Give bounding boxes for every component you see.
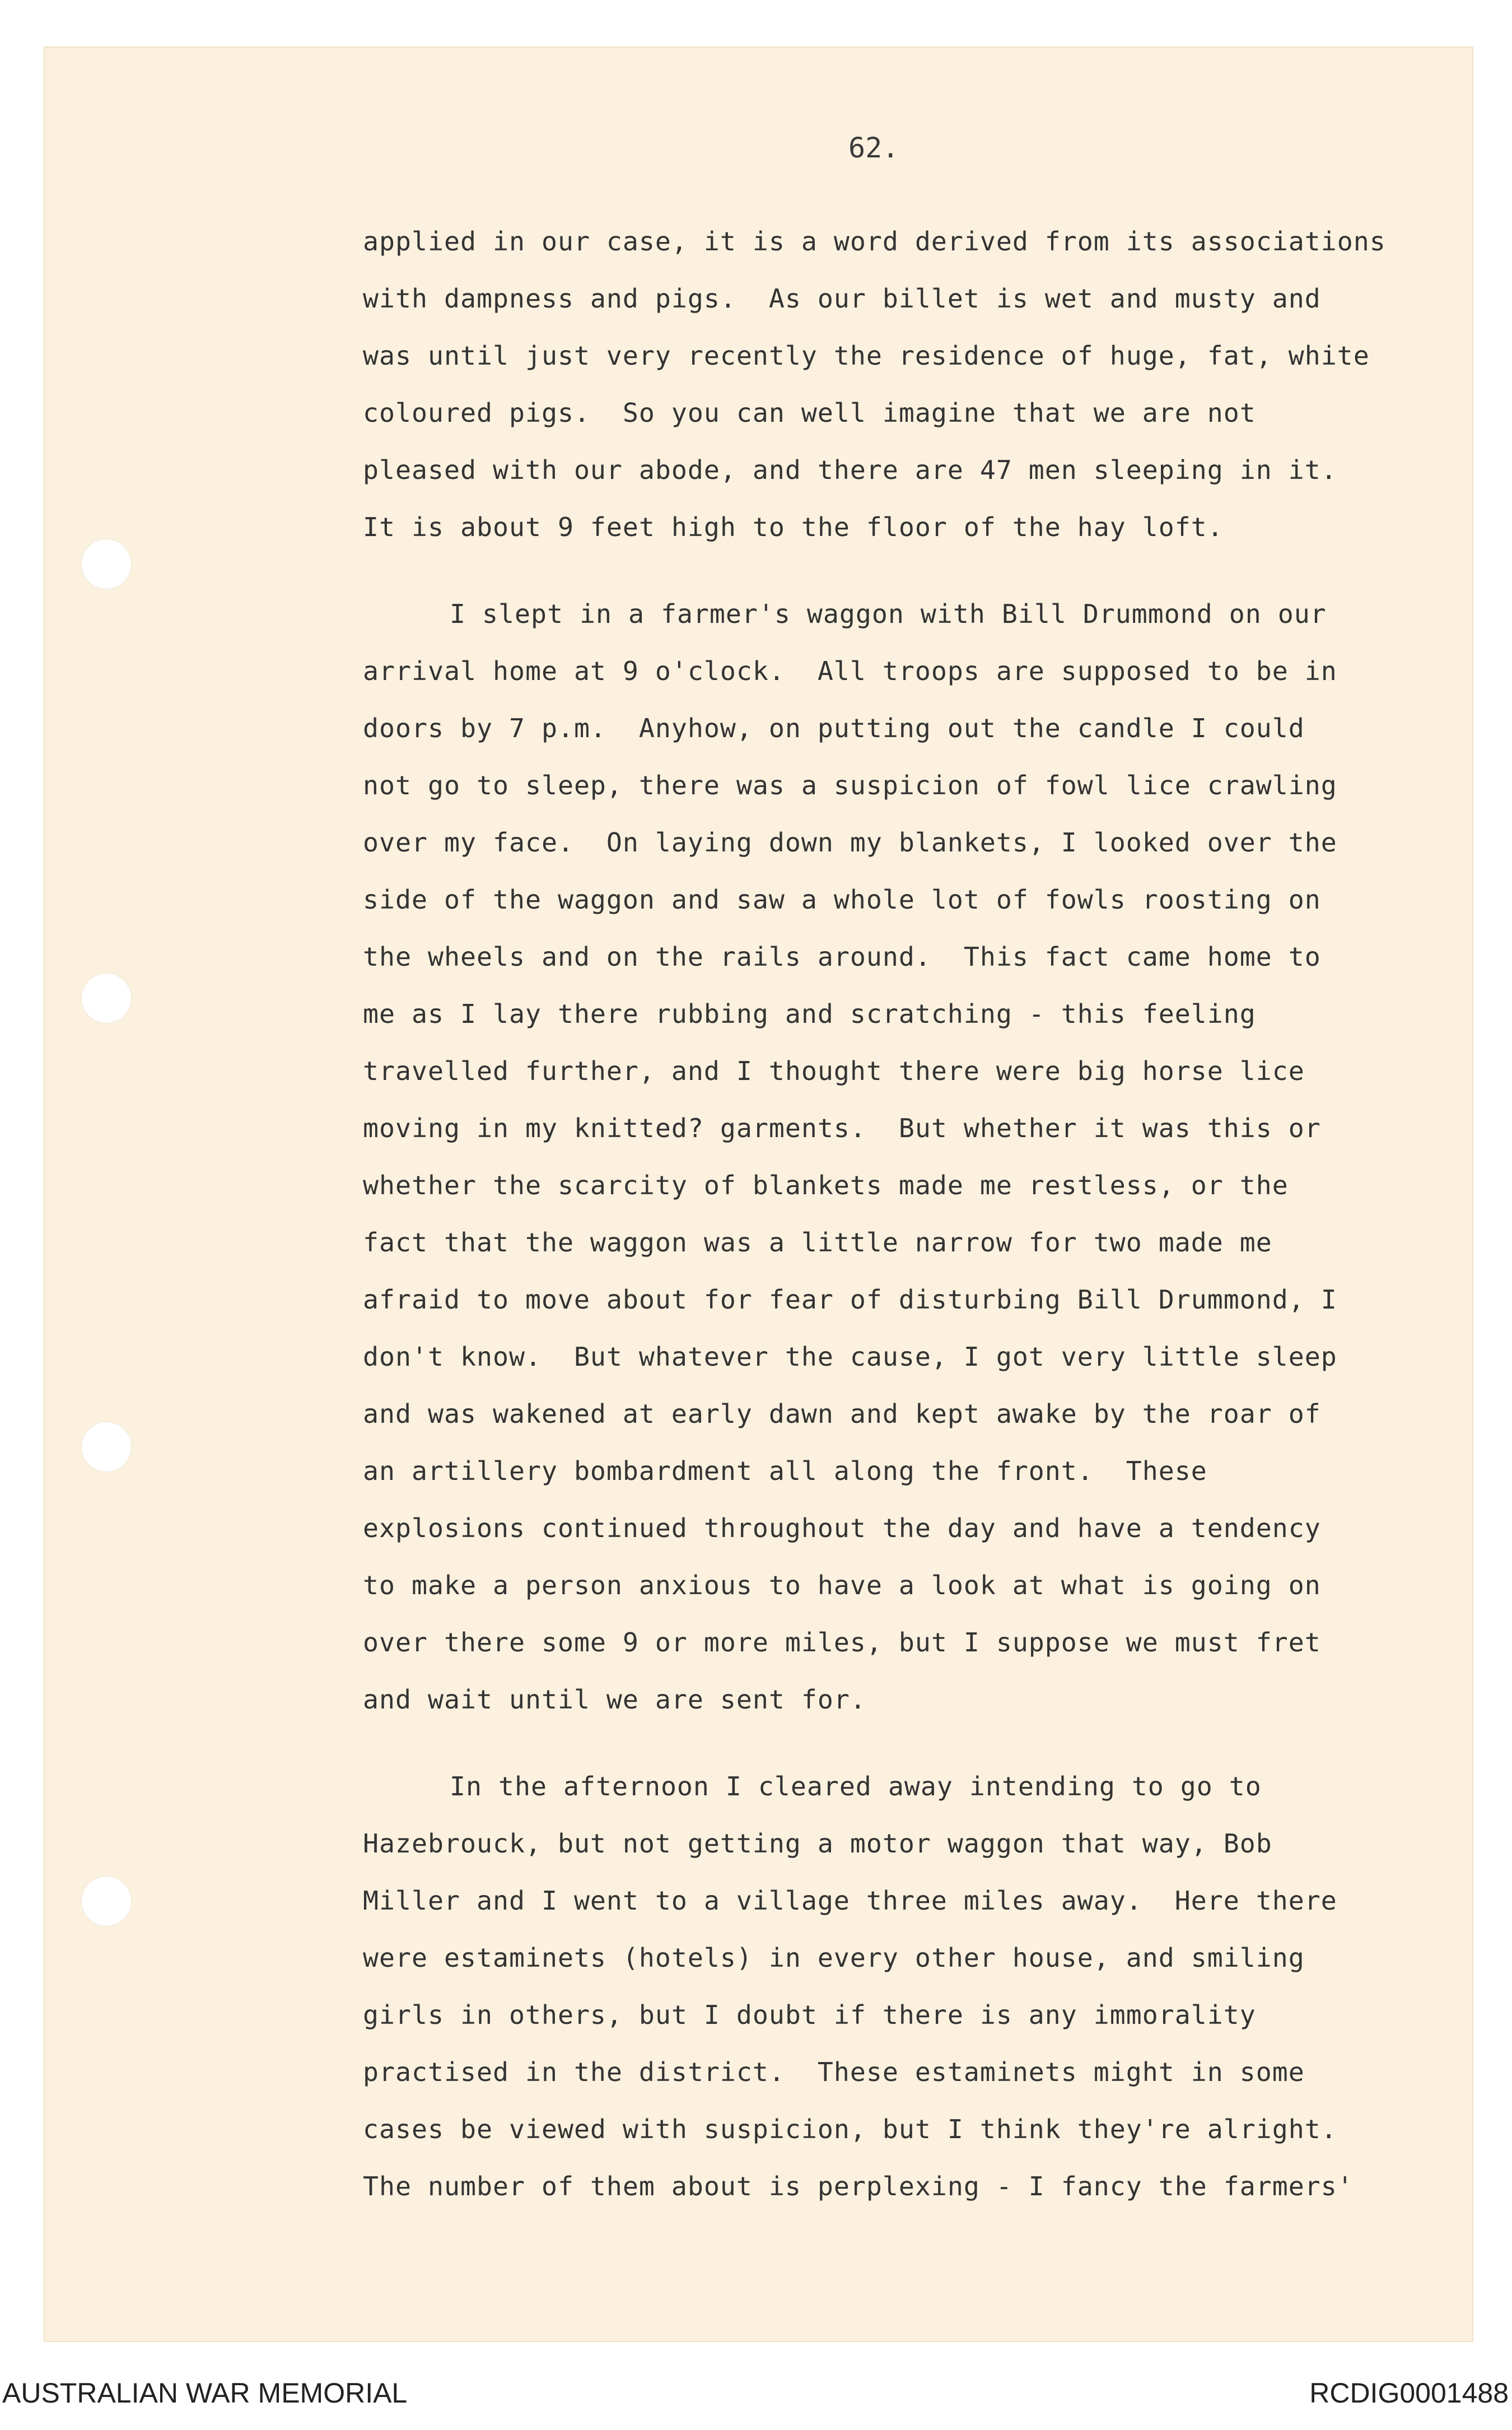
text-line: travelled further, and I thought there were big horse lice <box>363 1056 1305 1086</box>
text-line: In the afternoon I cleared away intending to go to <box>450 1771 1262 1801</box>
text-line: I slept in a farmer's waggon with Bill Drummond on our <box>450 599 1327 629</box>
body-text <box>363 213 1472 2215</box>
page-number: 62. <box>848 132 899 164</box>
paragraph <box>363 585 1472 1728</box>
text-line: arrival home at 9 o'clock. All troops are supposed to be in <box>363 656 1337 686</box>
text-line: doors by 7 p.m. Anyhow, on putting out the candle I could <box>363 713 1305 743</box>
text-line: coloured pigs. So you can well imagine that we are not <box>363 398 1256 428</box>
text-line: and was wakened at early dawn and kept awake by the roar of <box>363 1399 1321 1429</box>
text-line: Hazebrouck, but not getting a motor waggon that way, Bob <box>363 1828 1272 1859</box>
text-line: don't know. But whatever the cause, I got very little sleep <box>363 1342 1337 1372</box>
text-line: with dampness and pigs. As our billet is wet and musty and <box>363 283 1321 314</box>
paragraph <box>363 1758 1472 2215</box>
text-line: fact that the waggon was a little narrow for two made me <box>363 1227 1272 1258</box>
text-line: explosions continued throughout the day and have a tendency <box>363 1513 1321 1543</box>
text-line: side of the waggon and saw a whole lot of fowls roosting on <box>363 885 1321 915</box>
punch-hole-middle <box>82 974 131 1023</box>
text-line: pleased with our abode, and there are 47 men sleeping in it. <box>363 455 1337 485</box>
text-line: applied in our case, it is a word derived from its associations <box>363 226 1386 257</box>
text-line: was until just very recently the residence of huge, fat, white <box>363 341 1370 371</box>
text-line: to make a person anxious to have a look at what is going on <box>363 1570 1321 1600</box>
text-line: me as I lay there rubbing and scratching - this feeling <box>363 999 1256 1029</box>
archive-name: AUSTRALIAN WAR MEMORIAL <box>2 2377 408 2409</box>
text-line: the wheels and on the rails around. This fact came home to <box>363 942 1321 972</box>
text-line: over my face. On laying down my blankets, I looked over the <box>363 827 1337 858</box>
text-line: afraid to move about for fear of disturbing Bill Drummond, I <box>363 1284 1337 1315</box>
text-line: Miller and I went to a village three miles away. Here there <box>363 1886 1337 1916</box>
record-id: RCDIG0001488 <box>1309 2377 1509 2409</box>
text-line: It is about 9 feet high to the floor of the hay loft. <box>363 512 1224 542</box>
text-line: and wait until we are sent for. <box>363 1684 866 1715</box>
text-line: were estaminets (hotels) in every other house, and smiling <box>363 1943 1305 1973</box>
text-line: over there some 9 or more miles, but I suppose we must fret <box>363 1627 1321 1658</box>
punch-hole-bottom <box>82 1877 131 1926</box>
punch-hole-lower <box>82 1422 131 1472</box>
text-line: cases be viewed with suspicion, but I think they're alright. <box>363 2114 1337 2144</box>
text-line: not go to sleep, there was a suspicion of fowl lice crawling <box>363 770 1337 800</box>
punch-hole-top <box>82 539 131 589</box>
text-line: The number of them about is perplexing - I fancy the farmers' <box>363 2171 1354 2201</box>
text-line: moving in my knitted? garments. But whether it was this or <box>363 1113 1321 1143</box>
text-line: an artillery bombardment all along the front. These <box>363 1456 1207 1486</box>
paragraph <box>363 213 1472 556</box>
text-line: girls in others, but I doubt if there is any immorality <box>363 2000 1256 2030</box>
text-line: practised in the district. These estaminets might in some <box>363 2057 1305 2087</box>
text-line: whether the scarcity of blankets made me restless, or the <box>363 1170 1289 1200</box>
archive-footer <box>0 2342 1512 2430</box>
